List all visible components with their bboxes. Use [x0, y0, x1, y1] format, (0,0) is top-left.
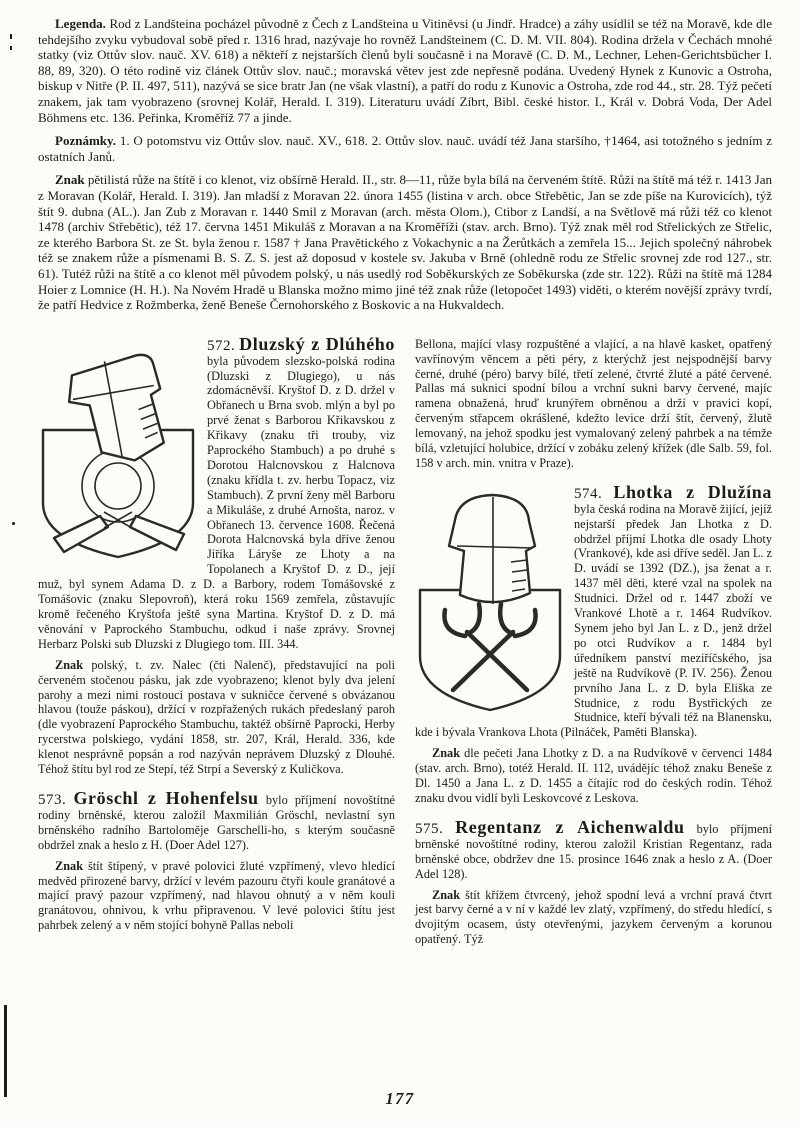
left-column: [38, 333, 395, 947]
poznamky-text: 1. O potomstvu viz Ottův slov. nauč. XV., 618. 2. Ottův slov. nauč. uvádí též Jana staršího, †1464, asi totožného s jedním z ostatních Janů.: [38, 133, 773, 164]
right-column: [415, 337, 772, 947]
entry-574-intro-text: byla česká rodina na Moravě žijící, jejíž nejstarší předek Jan Lhotka z D. obdržel příjmí Lhotka dle osady Lhoty (Vrankové), kde asi dříve seděl. Jan L. z D. uvádí se 1392 (DZ.), jsa ženat a r. 1437 měl děti, které vzal na spolek na Studnici. Držel od r. 1447 zboží ve Vrankové Lhotě a r. 1464 Rudvíkov. Synem jeho byl Jan L. z D., jenž držel po otci Rudvíkov a r. 1484 byl úředníkem panství meziříčského, jsa ještě na Rudvíkově (P. IV. 256). Ženou prvního Jana L. z D. byla Eliška ze Studnice, z rodu Bystřických ze Studnice, kteří bývali též na Blanensku, kde i bývala Vrankova Lhota (Pilnáček, Paměti Blanska).: [415, 501, 772, 740]
entry-573-znak-paragraph: [38, 859, 395, 934]
page-number: 177: [385, 1089, 415, 1108]
entry-575-znak-label: Znak: [432, 887, 461, 902]
entry-573-intro-text: bylo příjmení novoštítné rodiny brněnské, kterou založil Maxmilián Gröschl, nevlastní syn brněnského radního Bartoloměje Garschelli-ho, s kterým současně obdržel znak a heslo z H. (Doer Adel 127).: [38, 792, 395, 852]
entry-575-znak-paragraph: [415, 888, 772, 948]
entry-574-lead-paragraph: [415, 481, 772, 740]
entry-573-continuation-paragraph: Bellona, mající vlasy rozpuštěné a vlající, a na hlavě kasket, opatřený vavřínovým věncem a pěti péry, z kterýchž jest nejspodnější barvy černé, druhé (péro) barvy bílé, třetí zelené, čtvrté žluté a páté červené. Pallas má suknici spodní bílou a vrchní sukni barvy červené, majíc ramena obnažená, hruď krunýřem obrněnou a drží v pravici kopí, červeným střapcem okrášlené, kdežto levice drží štít, červený, žlutě lemovaný, na jehož spodku jest vymalovaný zelený pahrbek a na témže bílá, vzletující holubice, držící v zobáku zelený křížek (dle Salb. 59, fol. 158 v arch. min. vnitra v Praze).: [415, 336, 772, 470]
legenda-label: Legenda.: [55, 16, 106, 31]
entry-575-znak-text: štít křížem čtvrcený, jehož spodní levá a vrchní pravá čtvrt jest barvy černé a v ní v každé lev zlatý, vzpřímený, do středu hledící, s dvojitým ocasem, ústy otevřenými, jazykem červeným a korunou opatřený. Týž: [415, 887, 772, 947]
intro-section: [38, 16, 772, 313]
poznamky-paragraph: [38, 133, 772, 164]
scan-speck: [10, 34, 12, 39]
entry-572-znak-text: polský, t. zv. Nalec (čti Nalenč), představující na poli červeném stočenou pásku, jak zde vyobrazeno; klenot byly dva jelení parohy a mezi nimi rostoucí postava v sukničce červené s obvázanou hlavou (touže páskou), držící v rozpřažených rukách předeslaný paroh (dle vyobrazení Paprockého Stambuchu, taktéž obšírně Paprocki, Herby rycerstwa polskiego, vydání 1858, str. 207, Král, Herald. 336, kde klenot nesprávně popsán a rod nazýván neprávem Dluzský z Dlouhé. Téhož štítu byl rod ze Stepí, též Strpí a Severský z Kuličkova.: [38, 657, 395, 777]
scan-speck: [10, 46, 12, 50]
entry-573-name: Gröschl z Hohenfelsu: [73, 787, 259, 808]
entry-574-znak-text: dle pečeti Jana Lhotky z D. a na Rudvíkově v červenci 1484 (stav. arch. Brno), totéž Herald. II. 112, uvádějíc téhož znaku Beneše z Dl. 1450 a Jana L. z D. 1455 a čítajíc rod do českých rodin. Téhož znaku dvou vidlí byli Leskovcové z Leskova.: [415, 746, 772, 805]
entry-574-name: Lhotka z Dlužína: [613, 481, 772, 502]
entry-575-number: 575.: [415, 820, 444, 837]
entry-575-name: Regentanz z Aichenwaldu: [455, 816, 685, 837]
entry-572-lead-paragraph: [38, 333, 395, 652]
znak-text: pětilistá růže na štítě i co klenot, viz obšírně Herald. II., str. 8—11, růže byla bílá na červeném štítě. Růži na štítě má též r. 1413 Jan z Moravan (Kolář, Herald. I. 319). Jan mladší z Moravan 22. února 1455 (listina v arch. obce Střebětic, Jan se zde píše na Kurovicích), týž štít 9. dubna (AL.). Jan Zub z Moravan r. 1440 Smil z Moravan (arch. města Olom.), Ctibor z Landší, a na Světlově má růži též co klenot 1478 (archiv Střebětic), též 17. června 1451 Mikuláš z Moravan a na Kroměříži (stav. arch. Brno). Týž znak měl rod Střelických ze Střelic, ze kterého Barbora St. ze St. byla ženou r. 1587 † Jana Pravětického z Vokachynic a na Žerůtkách a zemřela 15... Jejich společný náhrobek též se znakem růže a písmenami B. S. Z. S. jest až doposud v kostele sv. Jakuba v Brně (ohledně rodu ze Střelic srovnej zde rod 127., str. 61). Tutéž růži na štítě a co klenot měl původem polský, u nás usedlý rod Soběkurských ze Soběkurska (zde str. 122). Růži na štítě má 1284 Hoier z Lomnice (H. H.). Na Novém Hradě u Blanska možno mimo jiné též znak růže (letopočet 1493) viděti, o kterém novější zprávy tvrdí, že patří Hedvice z Rožmberka, ženě Beneše Černohorského z Boskovic a na Hukvaldech.: [38, 172, 773, 313]
legenda-text: Rod z Landšteina pocházel původně z Čech z Landšteina u Vitiněvsi (u Jindř. Hradce) a záhy usídlil se též na Moravě, kde dle tehdejšího zvyku vybudoval sobě před r. 1316 hrad, nazývaje ho rovněž Landšteinem (C. D. M. VII. 804). Rodina držela v Čechách mnohé statky (viz Ottův slov. nauč. XV. 618) a někteří z nejstarších členů byli současně i na Moravě (C. D. M., Lechner, Lehen-Gerichtsbücher I. 88, 89, 320). O této rodině viz článek Ottův slov. nauč.; moravská větev jest zde nepřesně podána. Uvedený Hynek z Kunovic a Ostroha, biskup v Nitře (P. II. 497, 511), nazývá se sice bratr Jan (ne však vlastní), a patří do rodu z Kunovic a Ostroha, zde rod 44., str. 28. Týž pečetí znakem, jak tam vyobrazeno (srovnej Kolář, Herald. I. 319). Literaturu uvádí Zíbrt, Bibl. české histor. I., Král v. Dobrá Voda, Der Adel Böhmens etc. 136. Peřinka, Kroměříž 77 a jinde.: [38, 16, 773, 125]
legenda-paragraph: [38, 16, 772, 125]
entry-572-number: 572.: [207, 337, 236, 354]
two-column-body: [38, 333, 772, 947]
entry-574-znak-paragraph: [415, 746, 772, 806]
scan-edge-artifact: [4, 1005, 7, 1097]
entry-574-number: 574.: [574, 485, 603, 502]
entry-575-lead-paragraph: [415, 816, 772, 882]
great-helm-icon: [449, 495, 535, 604]
helmet-and-shield-knotted-band-icon: [38, 340, 198, 562]
scan-speck: [12, 522, 15, 525]
entry-575-intro-text: bylo příjmení brněnské novoštítné rodiny, kterou založil Kristian Regentanz, rada brněnské obce, obdržev dne 15. prosince 1646 znak a heslo z A. (Doer Adel 128).: [415, 821, 772, 881]
entry-573-lead-paragraph: [38, 787, 395, 853]
entry-573-znak-text: štít štípený, v pravé polovici žluté vzpřímený, vlevo hledící medvěd přirozené barvy, držící v levém pazouru čtyři koule granátové a mající pravý pazour vzpřímený, nad hlavou ohnutý a v něm kouli granátovou, ohnivou, k vrhu připravenou. V levé polovici štítu jest pahrbek zelený a v něm stojící bohyně Pallas neboli: [38, 858, 395, 933]
coat-of-arms-nalecz-illustration: [38, 340, 198, 562]
entry-574-znak-label: Znak: [432, 746, 461, 761]
entry-572-name: Dluzský z Dlúhého: [239, 333, 395, 354]
entry-572-znak-label: Znak: [55, 657, 84, 672]
entry-573-number: 573.: [38, 791, 67, 808]
entry-572-znak-paragraph: [38, 658, 395, 777]
entry-573: [38, 787, 395, 933]
entry-572: [38, 333, 395, 777]
entry-572-intro-text: byla původem slezsko-polská rodina (Dluzski z Dlugiego), u nás zdomácněvší. Kryštof D. z D. držel v Obřanech u Brna svob. mlýn a byl po prvé ženat s Barborou Křikavskou z Křikavy (znaku tři trouby, viz Paprockého Stambuch) a po druhé s Dorotou Halcnovskou z Halcnova (znaku křídla t. zv. herbu Topacz, viz Stambuch). Z první ženy měl Barboru a Mikuláše, z druhé Arnošta, naroz. v Obřanech 13. července 1608. Řečená Dorota Halcnovská byla dříve ženou Jiříka Láryše ze Lhoty a na Topolanech a Kryštof D. z D., její muž, byl synem Adama D. z D. a Barbory, rodem Tomášovské z Tomášovic (znaku Slepovroň), která roku 1569 zemřela, zůstavujíc kromě řečeného Kryštofa ještě syna Martina. Kryštof D. z D. má věnování v Paprockého Stambuchu, odkud i naše zprávy. Srovnej Herbarz Polski sub Dluzski z Dlugiego tom. III. 344.: [38, 353, 395, 651]
shield-icon: [420, 590, 560, 710]
poznamky-label: Poznámky.: [55, 133, 117, 149]
helmet-and-shield-crossed-forks-icon: [415, 488, 565, 716]
entry-573-znak-label: Znak: [55, 858, 84, 873]
coat-of-arms-crossed-forks-illustration: [415, 488, 565, 716]
znak-label: Znak: [55, 172, 85, 188]
entry-574: [415, 481, 772, 806]
znak-paragraph: [38, 172, 772, 312]
entry-575: [415, 816, 772, 947]
